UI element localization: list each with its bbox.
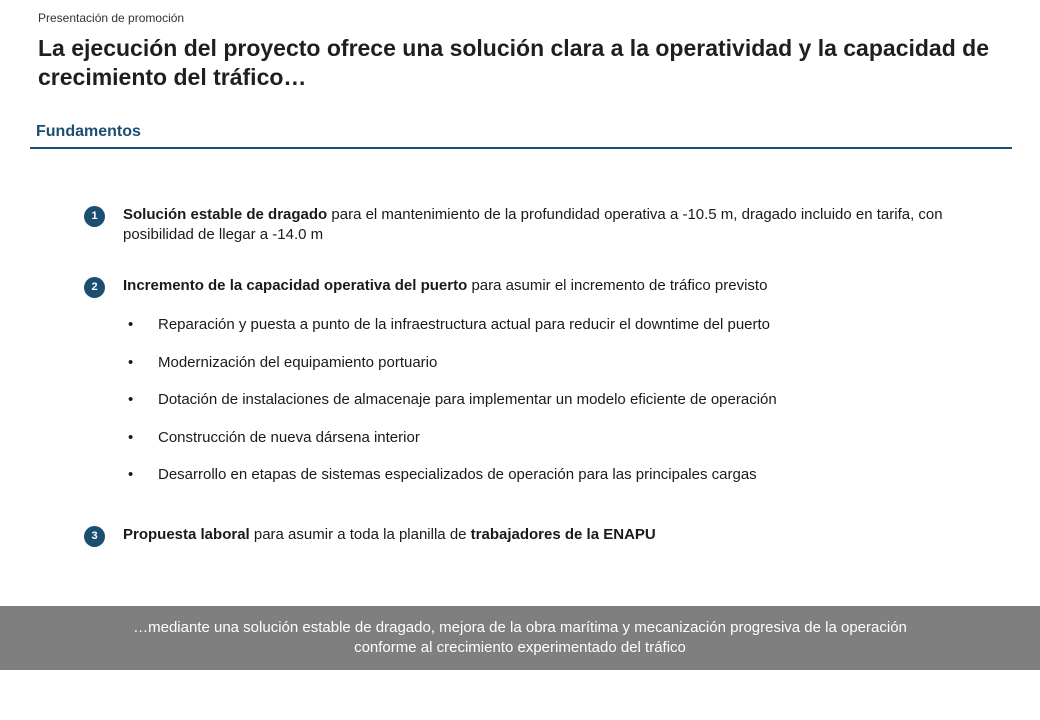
list-item-text: Modernización del equipamiento portuario: [158, 353, 438, 371]
sub-bullet-list: [128, 315, 777, 503]
number-badge-2: 2: [84, 277, 105, 298]
conclusion-line-2: conforme al crecimiento experimentado del tráfico: [354, 639, 686, 656]
point-2-lead: Incremento de la capacidad operativa del puerto: [123, 277, 468, 294]
bullet-marker: •: [128, 466, 134, 483]
point-3-lead: Propuesta laboral: [123, 526, 250, 543]
bullet-marker: •: [128, 391, 134, 408]
number-badge-1: 1: [84, 206, 105, 227]
point-1-body: para el mantenimiento de la profundidad operativa a -10.5 m, dragado incluido en tarifa, con posibilidad de llegar a -14.0 m: [123, 206, 943, 243]
point-3-text: [123, 525, 983, 545]
list-item-text: Reparación y puesta a punto de la infraestructura actual para reducir el downtime del puerto: [158, 316, 771, 333]
slide-title: La ejecución del proyecto ofrece una solución clara a la operatividad y la capacidad de crecimiento del tráfico…: [38, 35, 989, 90]
slide-kicker: Presentación de promoción: [38, 11, 185, 25]
number-badge-3: 3: [84, 526, 105, 547]
bullet-marker: •: [128, 316, 134, 333]
list-item: [128, 428, 777, 466]
section-divider: [30, 147, 1012, 149]
bullet-marker: •: [128, 428, 134, 446]
list-item: [128, 390, 777, 428]
point-1-text: [123, 205, 983, 245]
point-2-body: para asumir el incremento de tráfico previsto: [467, 277, 768, 294]
list-item: [128, 353, 777, 391]
conclusion-banner: [0, 606, 1040, 670]
list-item-text: Construcción de nueva dársena interior: [158, 428, 420, 446]
point-1-lead: Solución estable de dragado: [123, 206, 328, 223]
list-item-text: Desarrollo en etapas de sistemas especializados de operación para las principales cargas: [158, 466, 757, 483]
bullet-marker: •: [128, 353, 134, 371]
section-label: Fundamentos: [36, 123, 141, 140]
point-3-body: para asumir a toda la planilla de: [249, 526, 471, 543]
point-2-text: [123, 276, 983, 296]
list-item-text: Dotación de instalaciones de almacenaje para implementar un modelo eficiente de operación: [158, 391, 777, 408]
conclusion-line-1: …mediante una solución estable de dragado, mejora de la obra marítima y mecanización progresiva de la operación: [133, 619, 907, 636]
list-item: [128, 315, 777, 353]
list-item: [128, 465, 777, 503]
point-3-tail: trabajadores de la ENAPU: [470, 526, 656, 543]
